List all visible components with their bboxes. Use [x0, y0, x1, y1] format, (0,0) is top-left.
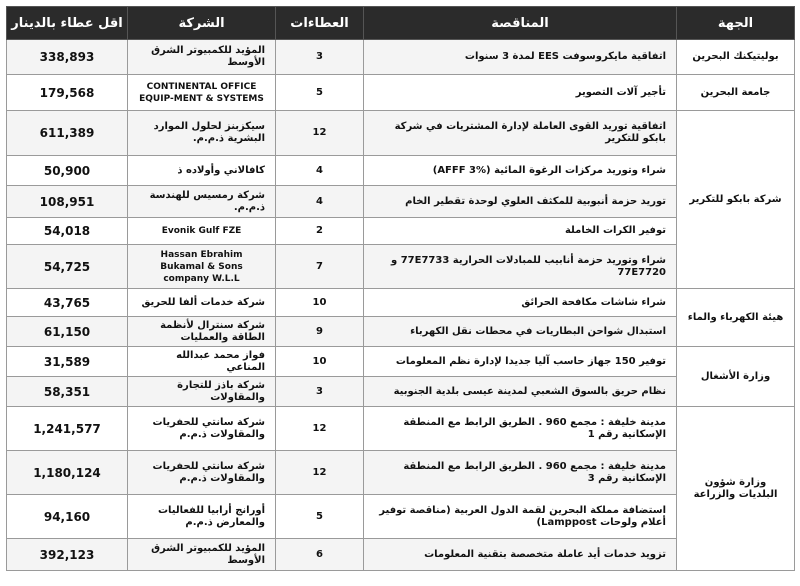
table-row	[7, 407, 795, 451]
agency-cell: وزارة شؤون البلديات والزراعة	[677, 407, 795, 571]
bids-cell: 3	[276, 40, 364, 75]
header-agency: الجهة	[677, 7, 795, 40]
table-row	[7, 347, 795, 377]
agency-cell: هيئة الكهرباء والماء	[677, 289, 795, 347]
company-cell: كافالاني وأولاده ذ	[128, 156, 276, 186]
tender-cell: تزويد خدمات أيد عاملة متخصصة بتقنية المعلومات	[364, 539, 677, 571]
agency-cell: جامعة البحرين	[677, 75, 795, 111]
amount-cell: 179,568	[7, 75, 128, 111]
tender-cell: شراء وتوريد حزمة أنابيب للمبادلات الحرارية 77E7733 و 77E7720	[364, 245, 677, 289]
bids-cell: 4	[276, 156, 364, 186]
table-row	[7, 245, 795, 289]
tender-cell: استضافة مملكة البحرين لقمة الدول العربية (مناقصة توفير أعلام ولوحات Lamppost)	[364, 495, 677, 539]
amount-cell: 61,150	[7, 317, 128, 347]
table-row	[7, 451, 795, 495]
bids-cell: 12	[276, 111, 364, 156]
bids-cell: 5	[276, 495, 364, 539]
company-cell: CONTINENTAL OFFICE EQUIP-MENT & SYSTEMS	[128, 75, 276, 111]
table-row	[7, 75, 795, 111]
amount-cell: 50,900	[7, 156, 128, 186]
tender-cell: استبدال شواحن البطاريات في محطات نقل الكهرباء	[364, 317, 677, 347]
bids-cell: 9	[276, 317, 364, 347]
bids-cell: 5	[276, 75, 364, 111]
table-row	[7, 289, 795, 317]
tender-cell: شراء وتوريد مركزات الرغوة المائية (AFFF 3%)	[364, 156, 677, 186]
table-row	[7, 218, 795, 245]
amount-cell: 54,018	[7, 218, 128, 245]
company-cell: فواز محمد عبدالله المناعي	[128, 347, 276, 377]
amount-cell: 1,180,124	[7, 451, 128, 495]
table-header	[7, 7, 795, 40]
table-row	[7, 539, 795, 571]
company-cell: المؤيد للكمبيوتر الشرق الأوسط	[128, 539, 276, 571]
table-row	[7, 186, 795, 218]
bids-cell: 10	[276, 289, 364, 317]
company-cell: شركة رمسيس للهندسة ذ.م.م.	[128, 186, 276, 218]
amount-cell: 392,123	[7, 539, 128, 571]
amount-cell: 54,725	[7, 245, 128, 289]
amount-cell: 1,241,577	[7, 407, 128, 451]
bids-cell: 7	[276, 245, 364, 289]
amount-cell: 31,589	[7, 347, 128, 377]
tender-cell: تأجير آلات التصوير	[364, 75, 677, 111]
agency-cell: وزارة الأشغال	[677, 347, 795, 407]
company-cell: شركة باذز للتجارة والمقاولات	[128, 377, 276, 407]
table-row	[7, 495, 795, 539]
bids-cell: 2	[276, 218, 364, 245]
table-row	[7, 40, 795, 75]
table-row	[7, 377, 795, 407]
company-cell: أورانج أرابيا للفعاليات والمعارض ذ.م.م	[128, 495, 276, 539]
tender-cell: اتفاقية مايكروسوفت EES لمدة 3 سنوات	[364, 40, 677, 75]
company-cell: شركة سانتي للحفريات والمقاولات ذ.م.م	[128, 451, 276, 495]
bids-cell: 12	[276, 451, 364, 495]
tender-cell: مدينة خليفة : مجمع 960 . الطريق الرابط مع المنطقة الإسكانية رقم 3	[364, 451, 677, 495]
amount-cell: 108,951	[7, 186, 128, 218]
bids-cell: 12	[276, 407, 364, 451]
amount-cell: 58,351	[7, 377, 128, 407]
bids-cell: 3	[276, 377, 364, 407]
bids-cell: 6	[276, 539, 364, 571]
tender-cell: مدينة خليفة : مجمع 960 . الطريق الرابط مع المنطقة الإسكانية رقم 1	[364, 407, 677, 451]
tender-cell: توفير الكرات الخاملة	[364, 218, 677, 245]
company-cell: Evonik Gulf FZE	[128, 218, 276, 245]
tender-cell: شراء شاشات مكافحة الحرائق	[364, 289, 677, 317]
header-amount: اقل عطاء بالدينار	[7, 7, 128, 40]
tenders-table-container	[6, 6, 794, 571]
agency-cell: بوليتيكنك البحرين	[677, 40, 795, 75]
table-row	[7, 156, 795, 186]
company-cell: المؤيد للكمبيوتر الشرق الأوسط	[128, 40, 276, 75]
bids-cell: 10	[276, 347, 364, 377]
tender-cell: نظام حريق بالسوق الشعبي لمدينة عيسى بلدية الجنوبية	[364, 377, 677, 407]
table-row	[7, 111, 795, 156]
company-cell: شركة خدمات ألفا للحريق	[128, 289, 276, 317]
header-bids: العطاءات	[276, 7, 364, 40]
amount-cell: 611,389	[7, 111, 128, 156]
header-tender: المناقصة	[364, 7, 677, 40]
company-cell: Hassan Ebrahim Bukamal & Sons company W.L.L	[128, 245, 276, 289]
amount-cell: 338,893	[7, 40, 128, 75]
amount-cell: 43,765	[7, 289, 128, 317]
company-cell: شركة سانتي للحفريات والمقاولات ذ.م.م	[128, 407, 276, 451]
tender-cell: توريد حزمة أنبوبية للمكثف العلوي لوحدة تقطير الخام	[364, 186, 677, 218]
tenders-table	[6, 6, 795, 571]
bids-cell: 4	[276, 186, 364, 218]
tender-cell: توفير 150 جهاز حاسب آليا جديدا لإدارة نظم المعلومات	[364, 347, 677, 377]
amount-cell: 94,160	[7, 495, 128, 539]
table-body	[7, 40, 795, 571]
agency-cell: شركة بابكو للتكرير	[677, 111, 795, 289]
company-cell: سيكزبنز لحلول الموارد البشرية ذ.م.م.	[128, 111, 276, 156]
table-row	[7, 317, 795, 347]
tender-cell: اتفاقية توريد القوى العاملة لإدارة المشتريات في شركة بابكو للتكرير	[364, 111, 677, 156]
header-company: الشركة	[128, 7, 276, 40]
company-cell: شركة سنترال لأنظمة الطاقة والعمليات	[128, 317, 276, 347]
